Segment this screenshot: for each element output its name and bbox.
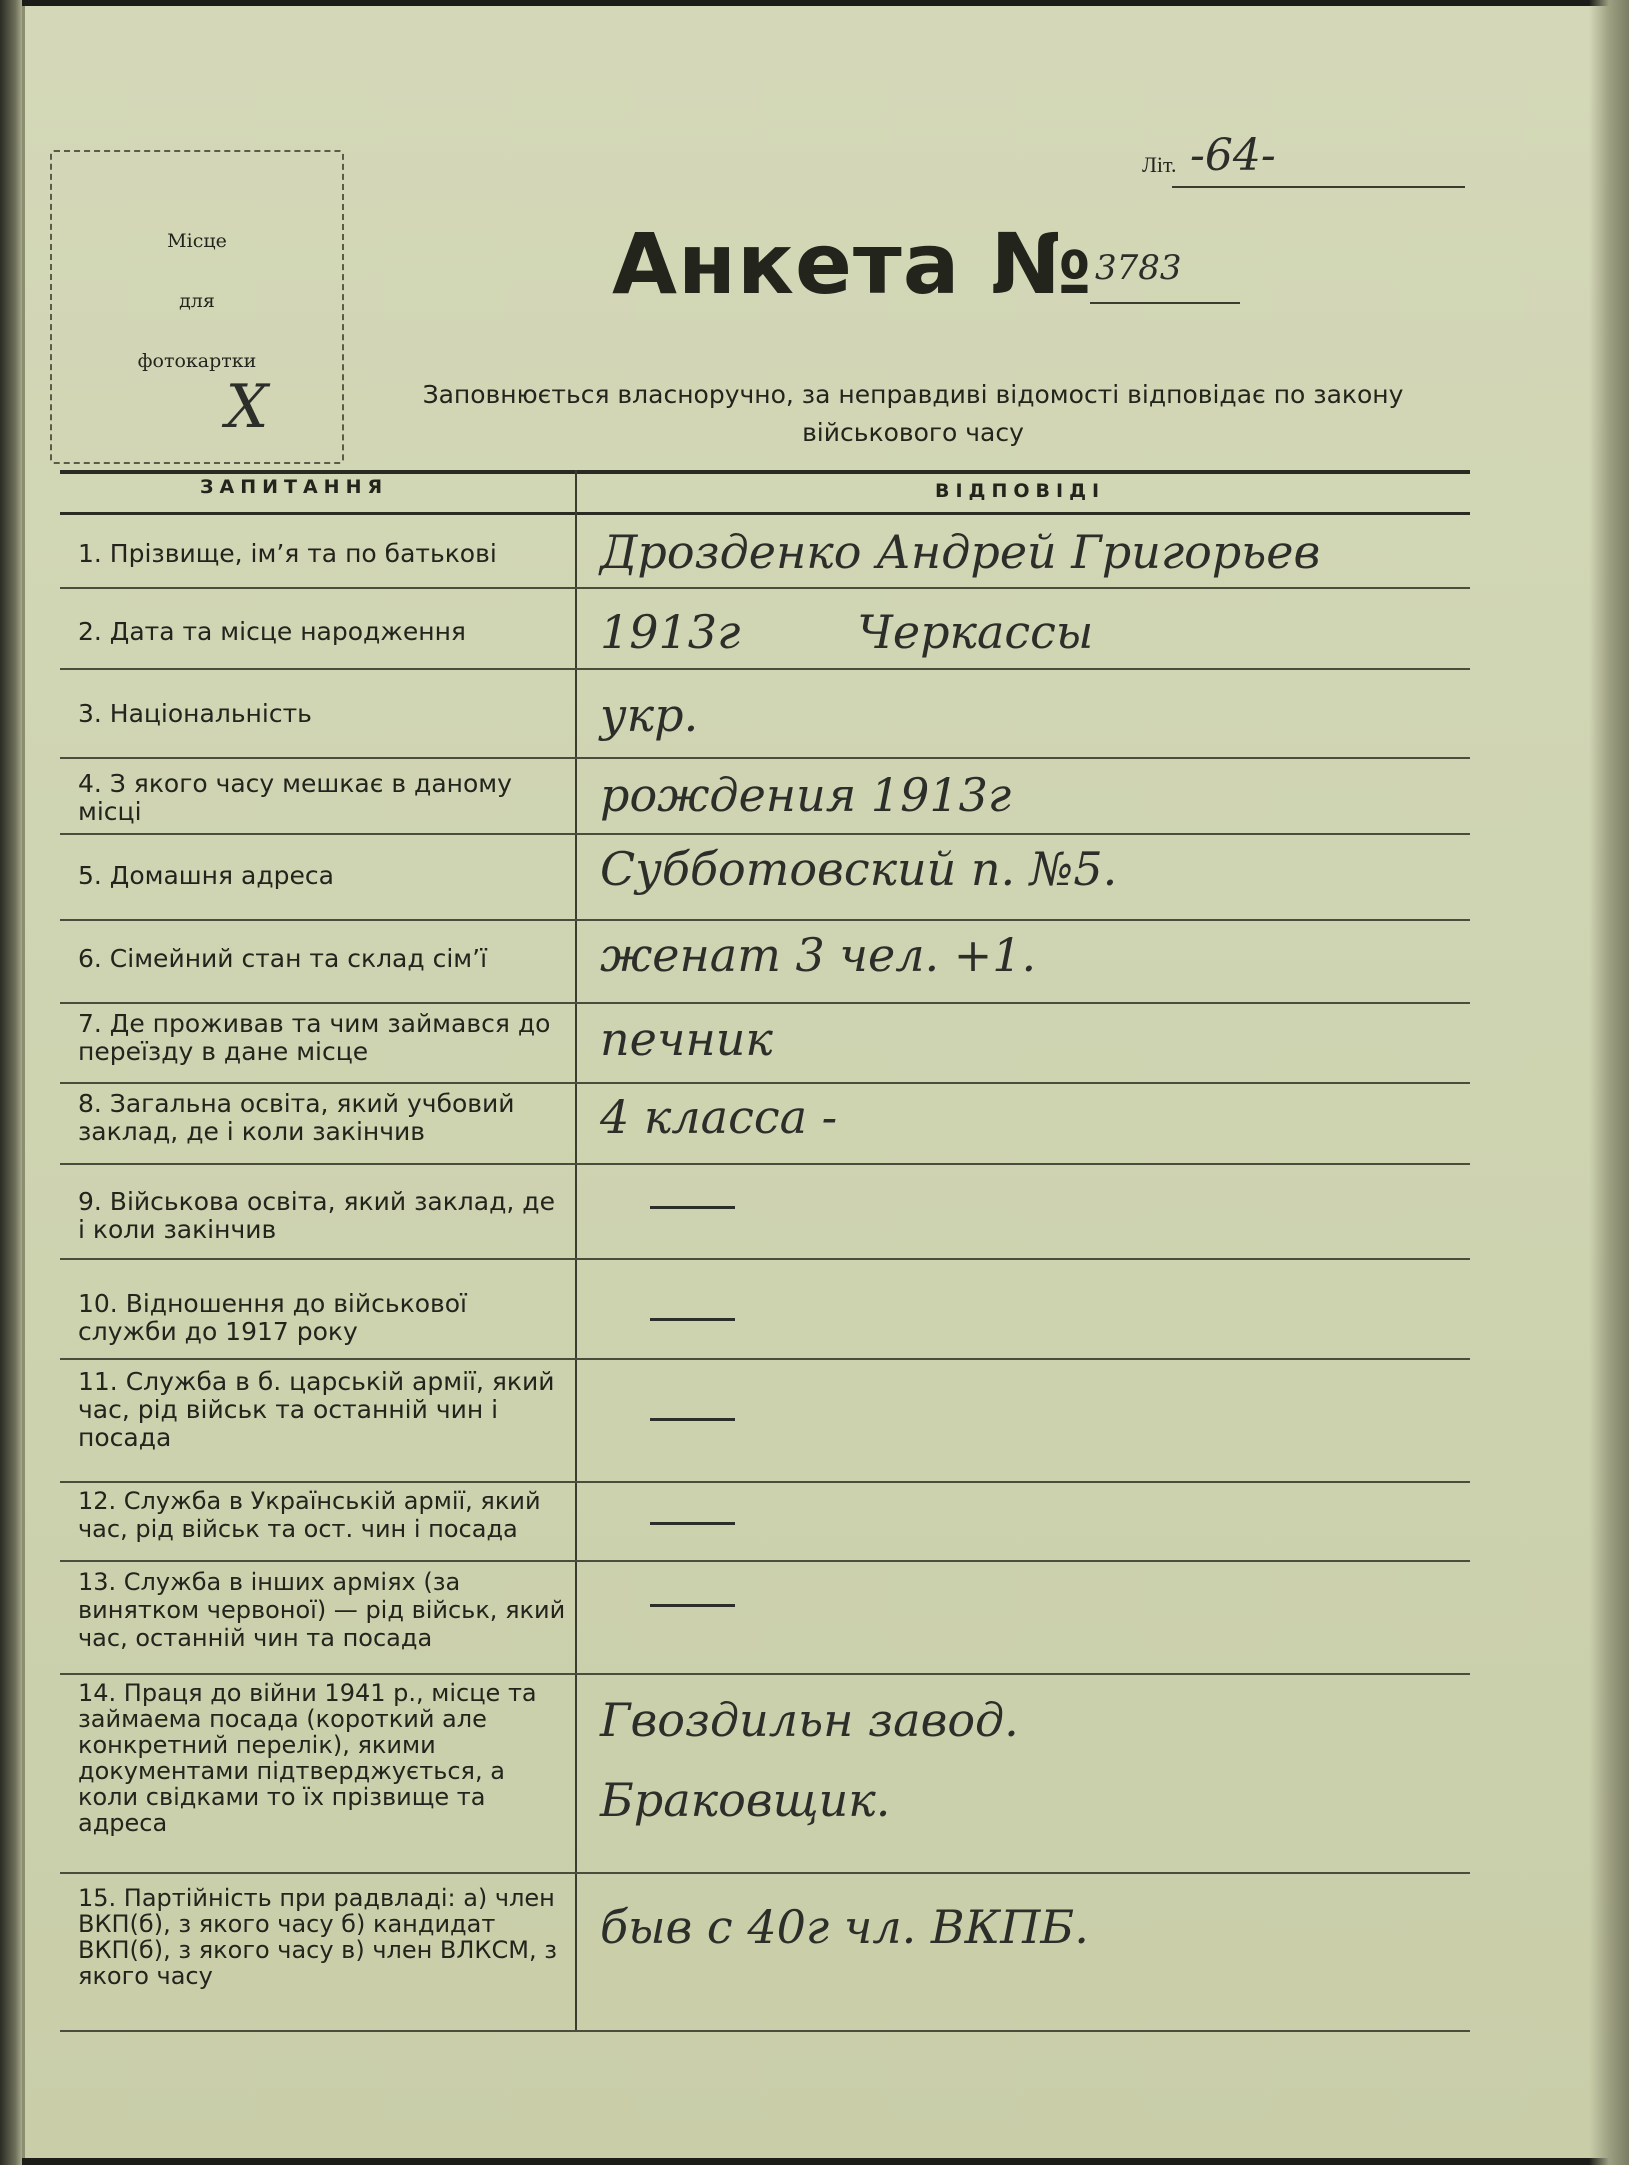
- header-bottom-rule: [60, 512, 1470, 515]
- row-rule: [60, 919, 1470, 921]
- questions-header: ЗАПИТАННЯ: [200, 476, 389, 498]
- question-9: 9. Військова освіта, який заклад, де і коли закінчив: [78, 1187, 555, 1244]
- answer-11-dash: [650, 1418, 735, 1421]
- page-edge: [1589, 0, 1629, 2165]
- answer-8: 4 класса -: [600, 1090, 838, 1144]
- photo-mark: X: [225, 372, 269, 442]
- answer-2: 1913г Черкассы: [600, 605, 1094, 659]
- lit-label: Літ.: [1142, 152, 1177, 177]
- row-rule: [60, 668, 1470, 670]
- answer-1: Дрозденко Андрей Григорьев: [600, 525, 1321, 579]
- answer-13-dash: [650, 1604, 735, 1607]
- question-10: 10. Відношення до військової служби до 1917 року: [78, 1289, 467, 1346]
- question-14: 14. Праця до війни 1941 р., місце та займаема посада (короткий але конкретний перелік), якими документами підтверджується, а коли свідками то їх прізвище та адреса: [78, 1679, 537, 1837]
- photo-label-2: для: [179, 290, 215, 312]
- question-12: 12. Служба в Українській армії, який час, рід військ та ост. чин і посада: [78, 1487, 541, 1543]
- row-rule: [60, 757, 1470, 759]
- question-15: 15. Партійність при радвладі: а) член ВКП(б), з якого часу б) кандидат ВКП(б), з якого часу в) член ВЛКСМ, з якого часу: [78, 1884, 557, 1990]
- answer-10-dash: [650, 1318, 735, 1321]
- question-3: 3. Національність: [78, 699, 312, 728]
- photo-placeholder: [50, 150, 344, 464]
- row-rule: [60, 1082, 1470, 1084]
- question-4: 4. З якого часу мешкає в даному місці: [78, 769, 512, 826]
- row-rule: [60, 1872, 1470, 1874]
- answer-7: печник: [600, 1012, 773, 1066]
- lit-value: -64-: [1190, 130, 1276, 181]
- row-rule: [60, 1163, 1470, 1165]
- header-top-rule: [60, 470, 1470, 474]
- question-2: 2. Дата та місце народження: [78, 617, 466, 646]
- answer-12-dash: [650, 1522, 735, 1525]
- answer-15: быв с 40г чл. ВКПБ.: [600, 1900, 1089, 1954]
- answer-14: Гвоздильн завод. Браковщик.: [600, 1693, 1019, 1827]
- photo-label-3: фотокартки: [137, 350, 257, 372]
- subtitle-line-1: Заповнюється власноручно, за неправдиві відомості відповідає по закону: [422, 380, 1404, 409]
- question-6: 6. Сімейний стан та склад сім’ї: [78, 944, 488, 973]
- row-rule: [60, 1673, 1470, 1675]
- row-rule: [60, 1002, 1470, 1004]
- answer-3: укр.: [600, 688, 699, 742]
- row-rule: [60, 2030, 1470, 2032]
- number-underline: [1090, 302, 1240, 304]
- question-8: 8. Загальна освіта, який учбовий заклад, де і коли закінчив: [78, 1089, 515, 1146]
- answer-6: женат 3 чел. +1.: [600, 928, 1037, 982]
- question-13: 13. Служба в інших арміях (за винятком червоної) — рід військ, який час, останній чин та посада: [78, 1568, 566, 1652]
- question-1: 1. Прізвище, ім’я та по батькові: [78, 539, 497, 568]
- row-rule: [60, 833, 1470, 835]
- binding-edge: [0, 0, 22, 2165]
- row-rule: [60, 1358, 1470, 1360]
- row-rule: [60, 1481, 1470, 1483]
- subtitle: [378, 376, 1448, 452]
- answer-5: Субботовский п. №5.: [600, 842, 1118, 896]
- form-number: 3783: [1095, 248, 1182, 288]
- question-7: 7. Де проживав та чим займався до переїзду в дане місце: [78, 1009, 551, 1066]
- photo-label-1: Місце: [167, 230, 227, 252]
- lit-underline: [1172, 186, 1465, 188]
- answers-header: ВІДПОВІДІ: [935, 480, 1106, 502]
- row-rule: [60, 1258, 1470, 1260]
- question-5: 5. Домашня адреса: [78, 861, 334, 890]
- row-rule: [60, 587, 1470, 589]
- question-11: 11. Служба в б. царській армії, який час, рід військ та останній чин і посада: [78, 1367, 555, 1452]
- row-rule: [60, 1560, 1470, 1562]
- form-title: Анкета №: [612, 215, 1093, 313]
- subtitle-line-2: військового часу: [802, 418, 1024, 447]
- answer-9-dash: [650, 1206, 735, 1209]
- answer-4: рождения 1913г: [600, 768, 1012, 822]
